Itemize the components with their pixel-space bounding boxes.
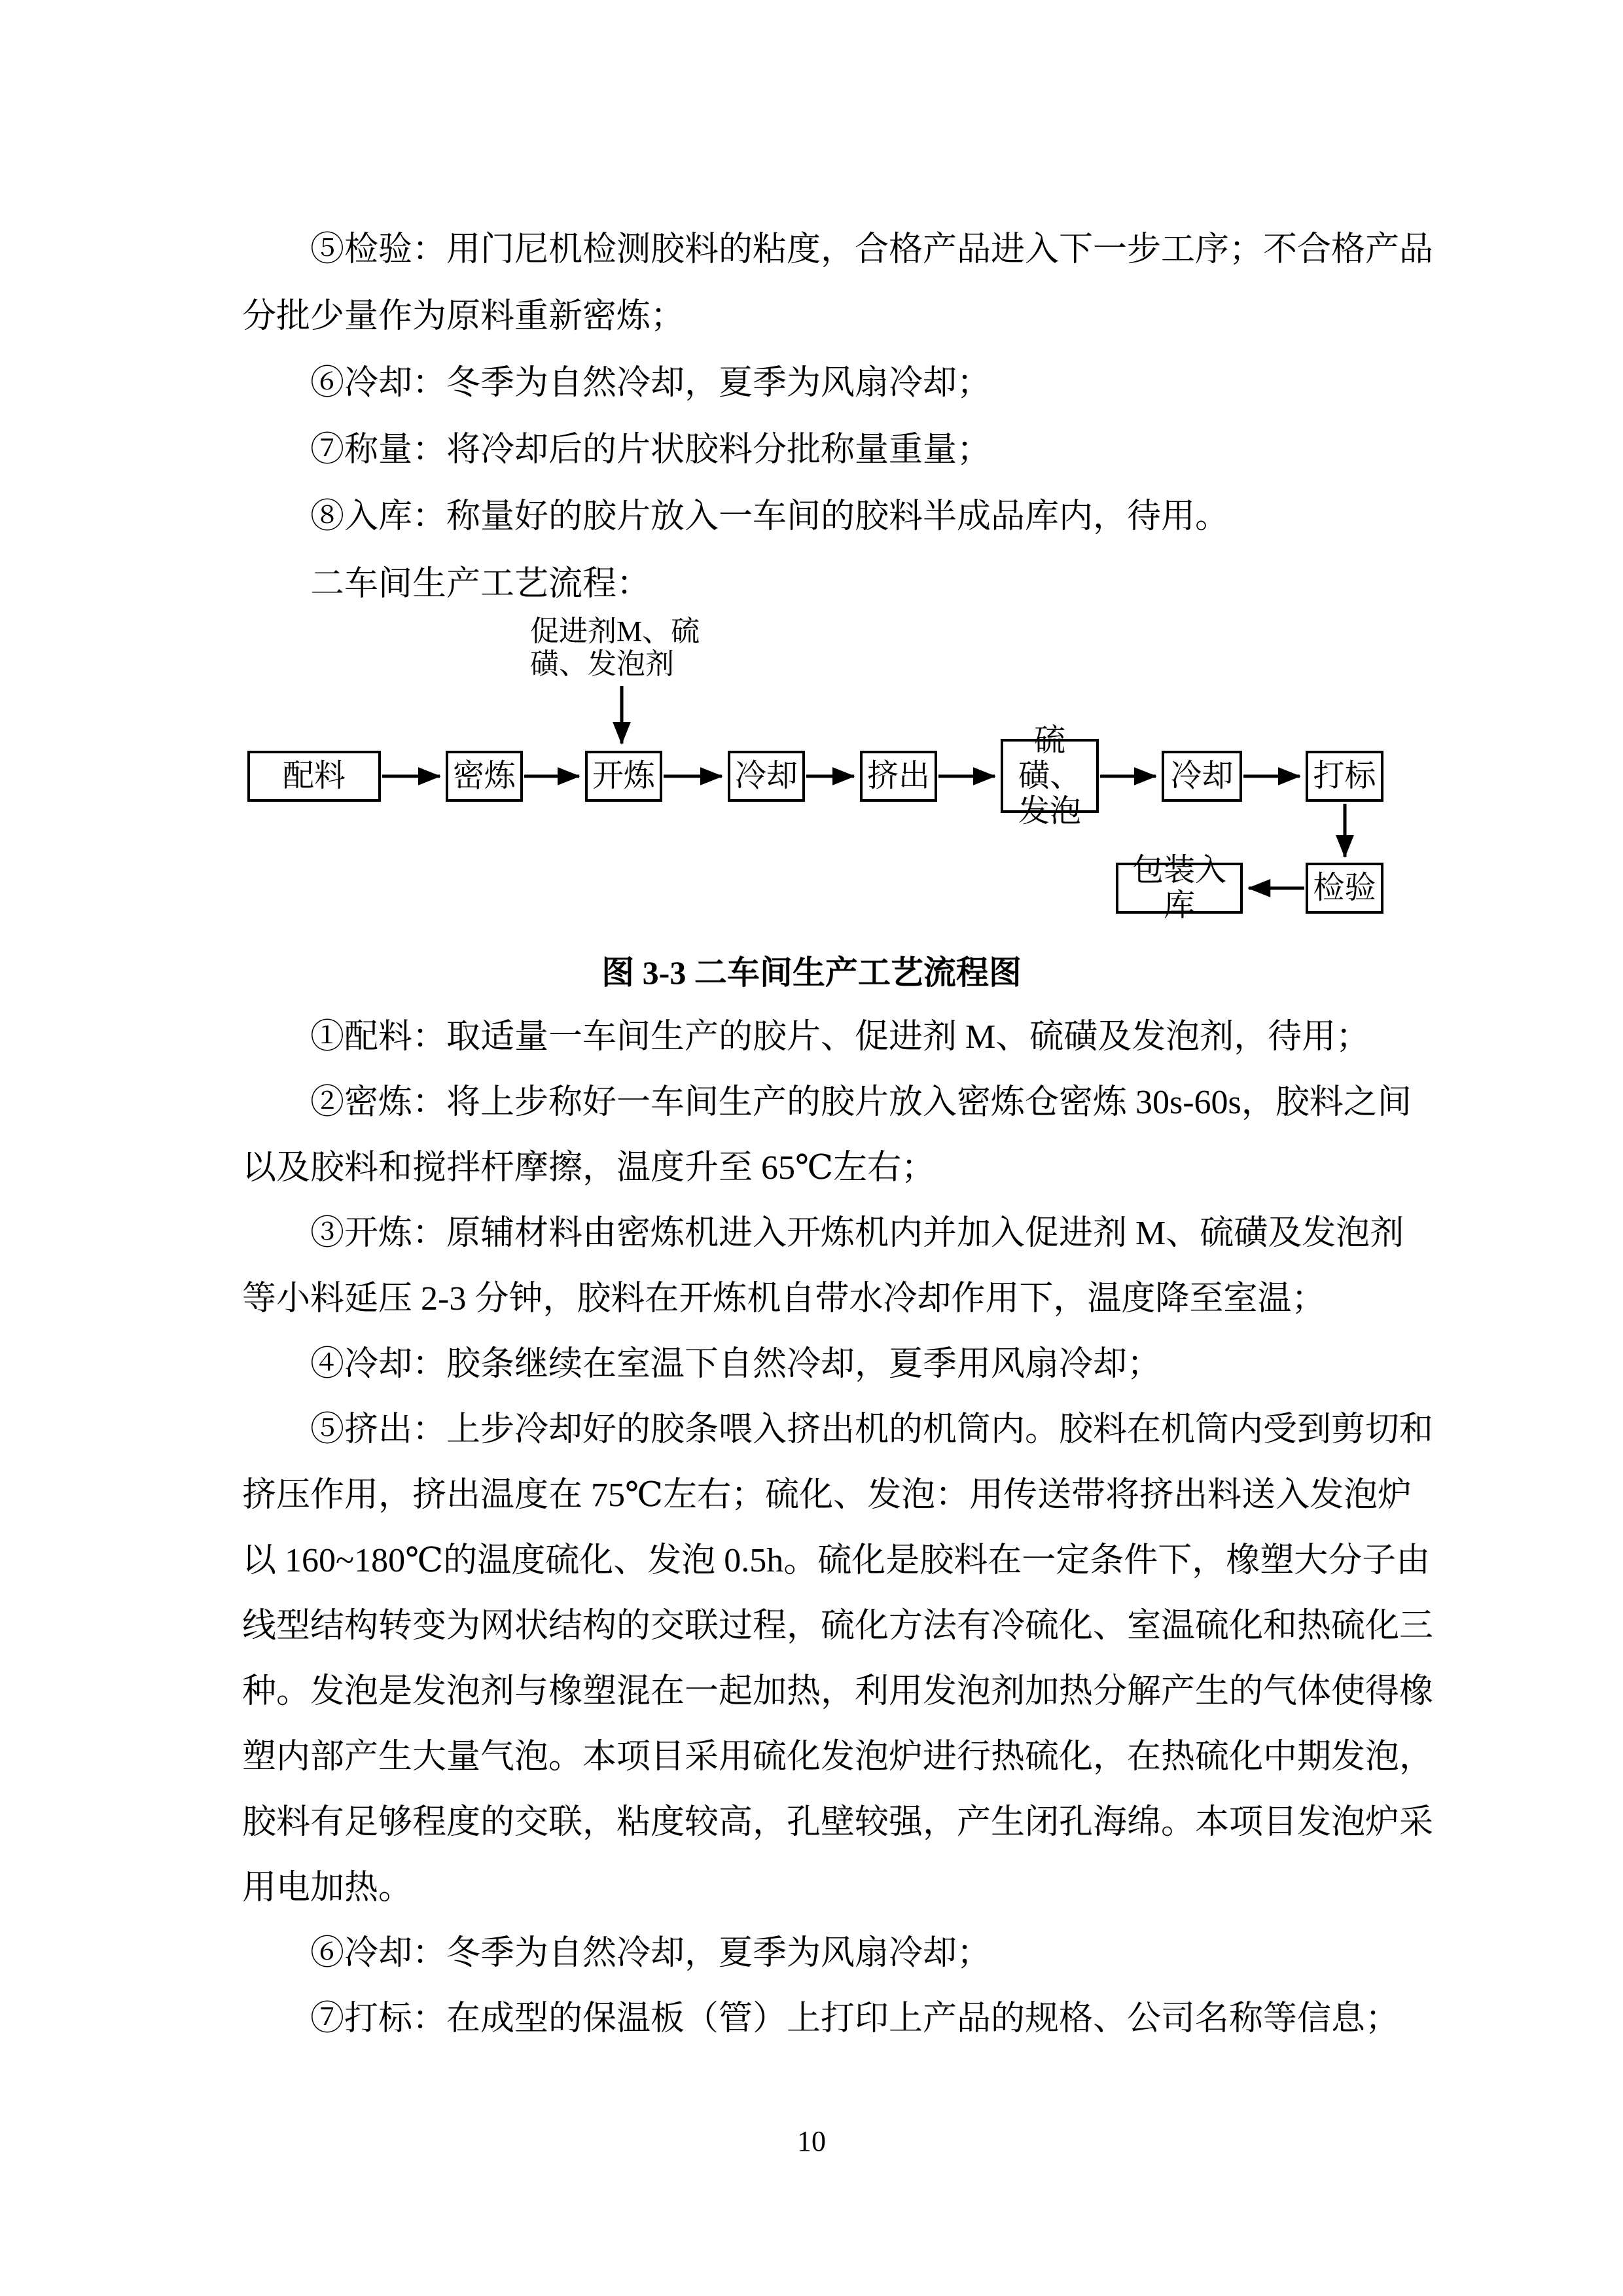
box-label: 包装入库 <box>1132 853 1226 923</box>
box-label: 密炼 <box>452 759 516 793</box>
text-line: 等小料延压 2-3 分钟，胶料在开炼机自带水冷却作用下，温度降至室温； <box>242 1280 1326 1318</box>
text-line: ①配料：取适量一车间生产的胶片、促进剂 M、硫磺及发泡剂，待用； <box>310 1018 1370 1056</box>
box-label: 冷却 <box>734 759 798 793</box>
flowchart-box-dabiao <box>1306 751 1383 802</box>
text-line: ⑥冷却：冬季为自然冷却，夏季为风扇冷却； <box>310 1935 991 1972</box>
box-label: 配料 <box>282 759 346 793</box>
figure-caption: 图 3-3 二车间生产工艺流程图 <box>601 954 1022 991</box>
flowchart-box-peiliao <box>247 751 381 802</box>
flowchart-annotation-line2: 磺、发泡剂 <box>530 648 674 680</box>
flowchart-box-kailian <box>585 751 662 802</box>
flowchart-intro-line: 二车间生产工艺流程： <box>310 565 651 603</box>
box-label: 挤出 <box>866 759 930 793</box>
text-line: ④冷却：胶条继续在室温下自然冷却，夏季用风扇冷却； <box>310 1346 1162 1383</box>
text-line: 种。发泡是发泡剂与橡塑混在一起加热，利用发泡剂加热分解产生的气体使得橡 <box>242 1673 1434 1710</box>
page-number: 10 <box>797 2125 826 2157</box>
text-line: ⑧入库：称量好的胶片放入一车间的胶料半成品库内，待用。 <box>310 498 1230 535</box>
box-label: 开炼 <box>592 759 655 793</box>
text-line: ②密炼：将上步称好一车间生产的胶片放入密炼仓密炼 30s-60s，胶料之间 <box>310 1084 1412 1121</box>
flowchart-box-liuhuang-fapao <box>1001 723 1099 829</box>
text-line: ⑦称量：将冷却后的片状胶料分批称量重量； <box>310 431 991 469</box>
text-line: 塑内部产生大量气泡。本项目采用硫化发泡炉进行热硫化，在热硫化中期发泡， <box>242 1738 1434 1776</box>
box-label: 冷却 <box>1170 759 1234 793</box>
text-line: ⑦打标：在成型的保温板（管）上打印上产品的规格、公司名称等信息； <box>310 2000 1400 2037</box>
box-label: 检验 <box>1313 870 1376 905</box>
flowchart-box-jianyan <box>1306 863 1383 914</box>
flowchart-box-lengque2 <box>1162 751 1242 802</box>
flowchart-annotation-line1: 促进剂M、硫 <box>530 615 700 647</box>
text-line: 分批少量作为原料重新密炼； <box>242 298 685 335</box>
text-line: 用电加热。 <box>242 1869 413 1907</box>
text-line: 以及胶料和搅拌杆摩擦，温度升至 65℃左右； <box>242 1149 936 1187</box>
text-line: ③开炼：原辅材料由密炼机进入开炼机内并加入促进剂 M、硫磺及发泡剂 <box>310 1215 1404 1252</box>
text-line: ⑤挤出：上步冷却好的胶条喂入挤出机的机筒内。胶料在机筒内受到剪切和 <box>310 1411 1434 1448</box>
flowchart-box-baozhuang-ruku <box>1116 853 1243 923</box>
flowchart-box-milian <box>446 751 523 802</box>
text-line: ⑥冷却：冬季为自然冷却，夏季为风扇冷却； <box>310 365 991 402</box>
box-label: 打标 <box>1313 759 1376 793</box>
text-line: 胶料有足够程度的交联，粘度较高，孔壁较强，产生闭孔海绵。本项目发泡炉采 <box>242 1804 1434 1841</box>
flowchart-box-lengque1 <box>728 751 805 802</box>
flowchart-box-jichu <box>860 751 937 802</box>
text-line: 以 160~180℃的温度硫化、发泡 0.5h。硫化是胶料在一定条件下，橡塑大分子由 <box>242 1542 1431 1579</box>
box-label: 硫磺、 发泡 <box>1018 723 1081 829</box>
text-line: 挤压作用，挤出温度在 75℃左右；硫化、发泡：用传送带将挤出料送入发泡炉 <box>242 1477 1412 1514</box>
text-line: 线型结构转变为网状结构的交联过程，硫化方法有冷硫化、室温硫化和热硫化三 <box>242 1607 1434 1645</box>
text-line: ⑤检验：用门尼机检测胶料的粘度，合格产品进入下一步工序；不合格产品 <box>310 231 1434 268</box>
